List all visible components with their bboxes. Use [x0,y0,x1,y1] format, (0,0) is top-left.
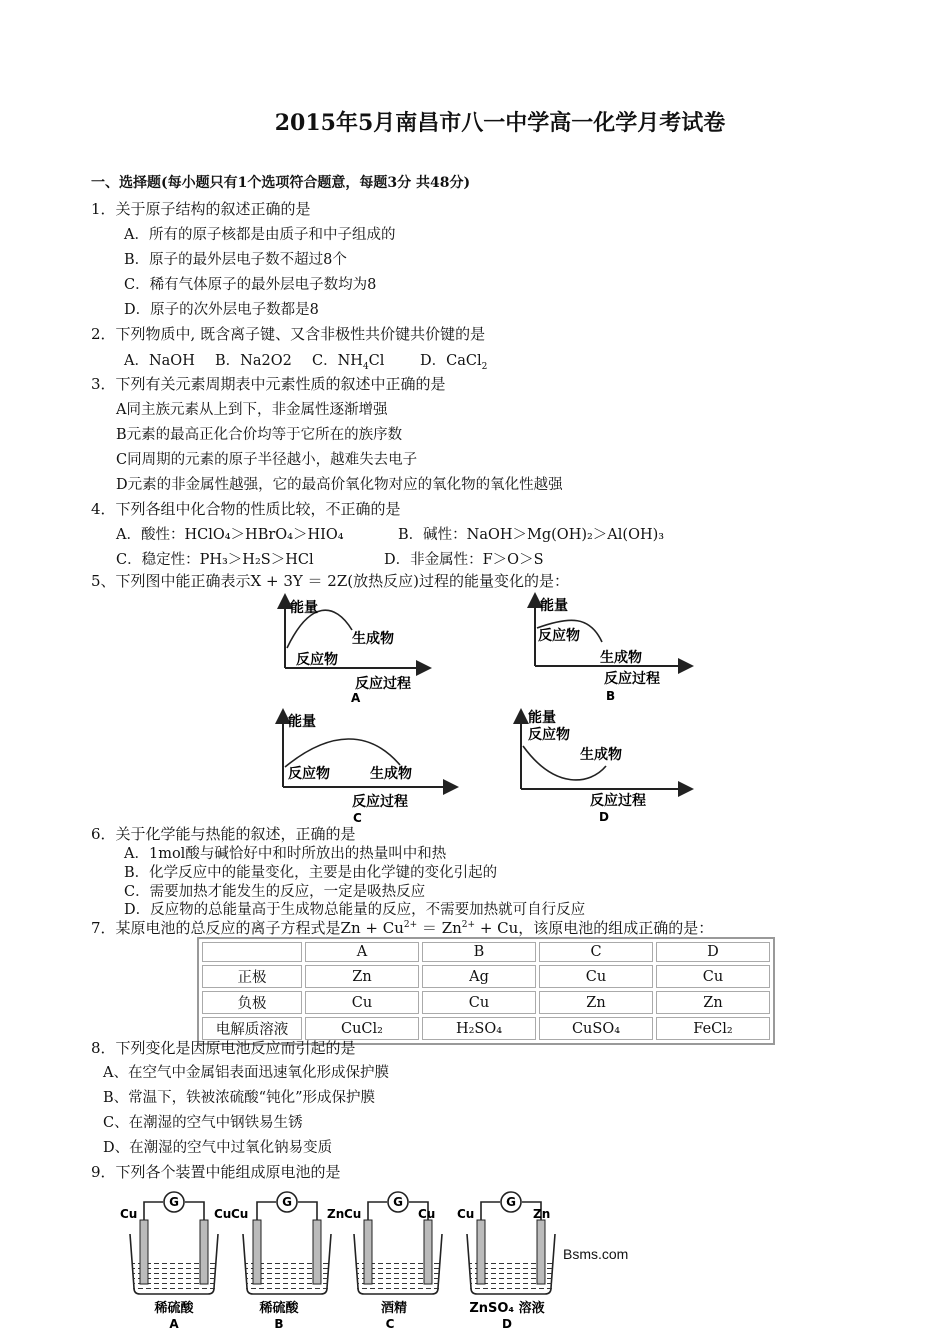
q2-stem: 2．下列物质中, 既含离子键、又含非极性共价键共价键的是 [91,325,486,343]
q3-option-a: A同主族元素从上到下，非金属性逐渐增强 [116,402,388,418]
q3-option-c: C同周期的元素的原子半径越小，越难失去电子 [116,452,418,468]
q1-option-d: D．原子的次外层电子数都是8 [124,302,319,318]
q7-stem: 7．某原电池的总反应的离子方程式是$Zn + Cu^{2+} = Zn^{2+} + Cu$，该原电池的组成正确的是： [91,919,714,937]
device-a-right-electrode: Cu [214,1207,232,1221]
diagram-a-product: 生成物 [352,631,394,647]
table-cell: Cu [656,965,770,988]
device-b-right-electrode: Zn [327,1207,345,1221]
q3-stem: 3．下列有关元素周期表中元素性质的叙述中正确的是 [91,375,446,393]
q1-option-c: C．稀有气体原子的最外层电子数均为8 [124,277,377,293]
diagram-a-xlabel: 反应过程 [355,676,411,692]
q2-option-b: B．Na2O2 [215,353,292,369]
diagram-b-ylabel: 能量 [540,598,568,614]
diagram-c-label: C [353,811,362,825]
q2-option-d: D．CaCl$_2$ [420,353,488,372]
device-a-solution: 稀硫酸 [154,1301,194,1316]
q4-option-b: B．碱性：NaOH＞Mg(OH)₂＞Al(OH)₃ [398,527,665,543]
q1-option-a: A．所有的原子核都是由质子和中子组成的 [124,227,396,243]
table-header-cell: B [422,942,536,962]
diagram-d-product: 生成物 [580,747,622,763]
q6-option-b: B．化学反应中的能量变化，主要是由化学键的变化引起的 [124,865,498,881]
q9-stem: 9．下列各个装置中能组成原电池的是 [91,1163,341,1181]
q8-option-a: A、在空气中金属铝表面迅速氧化形成保护膜 [103,1065,389,1081]
galvanometer-label: G [282,1195,292,1209]
table-header-cell: C [539,942,653,962]
device-a-label: A [169,1317,179,1331]
diagram-c-product: 生成物 [370,766,412,782]
table-cell: Ag [422,965,536,988]
table-cell: Zn [656,991,770,1014]
device-d [457,1192,555,1331]
device-a-left-electrode: Cu [120,1207,138,1221]
q4-stem: 4．下列各组中化合物的性质比较，不正确的是 [91,500,401,518]
diagram-b-product: 生成物 [600,650,642,666]
diagram-b-label: B [606,689,616,703]
device-d-label: D [502,1317,512,1331]
galvanometer-label: G [506,1195,516,1209]
table-cell: Zn [305,965,419,988]
table-cell: Cu [305,991,419,1014]
table-cell: 负极 [202,991,302,1014]
diagram-d-reactant: 反应物 [528,727,570,743]
device-d-left-electrode: Cu [457,1207,475,1221]
device-b-left-electrode: Cu [231,1207,249,1221]
device-d-solution: ZnSO₄ 溶液 [469,1301,545,1316]
section-heading: 一、选择题(每小题只有1个选项符合题意，每题3分 共48分) [91,175,471,191]
diagram-a-reactant: 反应物 [296,652,338,668]
device-b-label: B [274,1317,284,1331]
diagram-b-reactant: 反应物 [538,628,580,644]
diagram-d-label: D [599,810,609,824]
device-c [344,1192,442,1331]
diagram-d-ylabel: 能量 [528,710,556,726]
device-c-left-electrode: Cu [344,1207,362,1221]
table-cell: H₂SO₄ [422,1017,536,1040]
q4-option-a: A．酸性：HClO₄＞HBrO₄＞HIO₄ [116,527,344,543]
diagram-a-ylabel: 能量 [290,600,318,616]
diagram-c-ylabel: 能量 [288,714,316,730]
q5-stem: 5、下列图中能正确表示X + 3Y ＝ 2Z(放热反应)过程的能量变化的是： [91,572,569,590]
q6-stem: 6．关于化学能与热能的叙述，正确的是 [91,825,356,843]
table-cell: Zn [539,991,653,1014]
table-cell: Cu [422,991,536,1014]
q6-option-d: D．反应物的总能量高于生成物总能量的反应，不需要加热就可自行反应 [124,902,586,918]
q8-option-b: B、常温下，铁被浓硫酸“钝化”形成保护膜 [103,1090,375,1106]
q6-option-a: A．1mol酸与碱恰好中和时所放出的热量叫中和热 [124,846,447,862]
table-cell: CuCl₂ [305,1017,419,1040]
q6-option-c: C．需要加热才能发生的反应，一定是吸热反应 [124,884,426,900]
table-header-cell: D [656,942,770,962]
page-title: 2015年5月南昌市八一中学高一化学月考试卷 [274,110,726,136]
watermark: Bsms.com [563,1246,629,1262]
device-b-solution: 稀硫酸 [259,1301,299,1316]
q2-option-c: C．$NH_4Cl$ [312,353,385,372]
device-c-right-electrode: Cu [418,1207,436,1221]
table-cell: FeCl₂ [656,1017,770,1040]
table-cell: Cu [539,965,653,988]
diagram-c-reactant: 反应物 [288,766,330,782]
q1-stem: 1．关于原子结构的叙述正确的是 [91,200,311,218]
q2-option-a: A．NaOH [124,353,195,369]
q8-option-d: D、在潮湿的空气中过氧化钠易变质 [103,1140,333,1156]
diagram-b-xlabel: 反应过程 [604,671,660,687]
diagram-c-xlabel: 反应过程 [352,794,408,810]
table-cell: CuSO₄ [539,1017,653,1040]
device-a [120,1192,231,1331]
table-cell: 正极 [202,965,302,988]
q8-stem: 8．下列变化是因原电池反应而引起的是 [91,1039,356,1057]
q8-option-c: C、在潮湿的空气中钢铁易生锈 [103,1115,303,1131]
device-b [231,1192,344,1331]
q3-option-b: B元素的最高正化合价均等于它所在的族序数 [116,427,403,443]
device-c-solution: 酒精 [380,1301,408,1316]
q1-option-b: B．原子的最外层电子数不超过8个 [124,252,347,268]
table-header-cell: A [305,942,419,962]
device-d-right-electrode: Zn [533,1207,551,1221]
q4-option-d: D．非金属性：F＞O＞S [384,552,544,568]
device-c-label: C [385,1317,395,1331]
galvanometer-label: G [393,1195,403,1209]
q4-option-c: C．稳定性：PH₃＞H₂S＞HCl [116,552,314,568]
galvanometer-label: G [169,1195,179,1209]
table-cell: 电解质溶液 [202,1017,302,1040]
diagram-a-label: A [351,691,361,705]
diagram-d-xlabel: 反应过程 [590,793,646,809]
q3-option-d: D元素的非金属性越强，它的最高价氧化物对应的氧化物的氧化性越强 [116,477,563,493]
